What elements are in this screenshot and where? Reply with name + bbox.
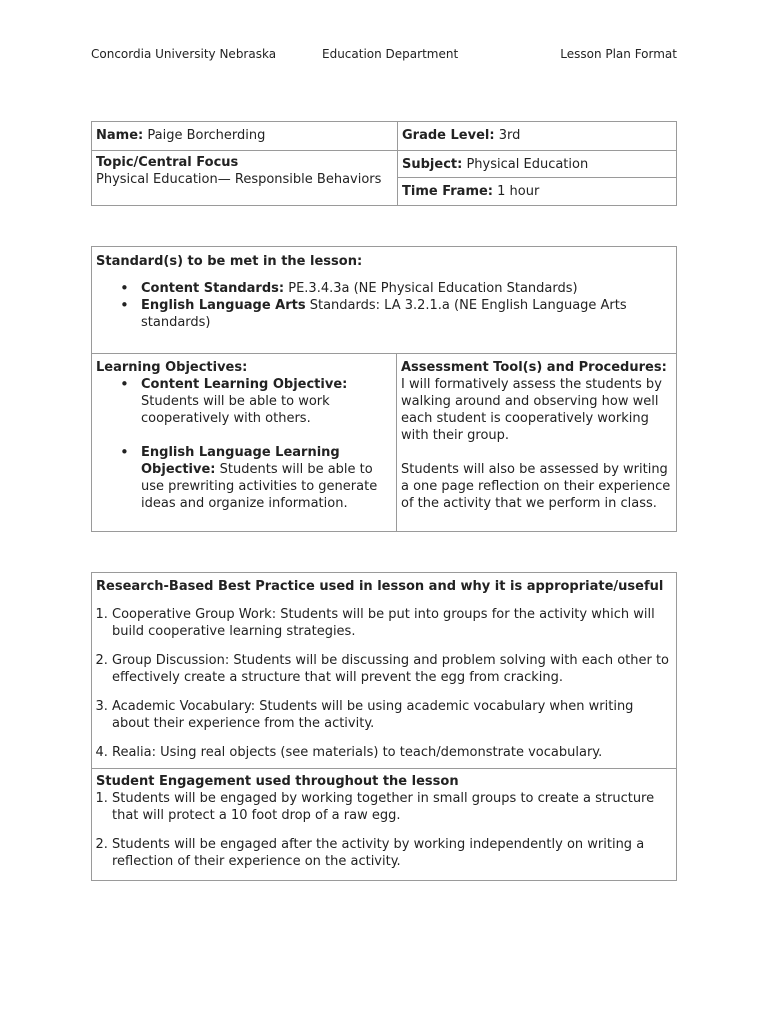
best-practice-item: 3. Academic Vocabulary: Students will be using academic vocabulary when writing about their experience from the activity.: [112, 698, 672, 732]
assessment-heading: Assessment Tool(s) and Procedures:: [401, 360, 667, 375]
assessment-paragraph-1: I will formatively assess the students by walking around and observing how well each student is cooperatively working with their group.: [401, 377, 662, 443]
grade-label: Grade Level:: [402, 128, 495, 143]
standard-label: English Language Arts: [141, 298, 306, 313]
objective-label: Content Learning Objective:: [141, 377, 348, 392]
objective-label: English Language Learning Objective:: [141, 445, 340, 477]
objective-text: Students will be able to work cooperatively with others.: [141, 394, 330, 426]
header-department: Education Department: [322, 47, 459, 61]
engagement-item: 2. Students will be engaged after the activity by working independently on writing a reflection of their experience on the activity.: [112, 836, 672, 870]
best-practice-heading: Research-Based Best Practice used in lesson and why it is appropriate/useful: [96, 579, 664, 594]
best-practice-item: 1. Cooperative Group Work: Students will be put into groups for the activity which will build cooperative learning strategies.: [112, 606, 672, 640]
objective-text: Students will be able to use prewriting activities to generate ideas and organize information.: [141, 462, 378, 511]
name-label: Name:: [96, 128, 144, 143]
info-table: [91, 121, 677, 206]
engagement-list: [96, 790, 672, 870]
standard-item: [141, 297, 672, 331]
best-practice-item: 4. Realia: Using real objects (see materials) to teach/demonstrate vocabulary.: [112, 744, 672, 761]
header-format: Lesson Plan Format: [560, 47, 677, 61]
time-label: Time Frame:: [402, 184, 494, 199]
standards-list: [96, 280, 672, 331]
topic-label: Topic/Central Focus: [96, 155, 239, 170]
name-value: Paige Borcherding: [147, 128, 266, 143]
objective-item: [141, 376, 392, 427]
header-university: Concordia University Nebraska: [91, 47, 277, 61]
topic-cell: [92, 151, 398, 206]
practice-table: [91, 572, 677, 881]
standards-heading: Standard(s) to be met in the lesson:: [96, 254, 363, 269]
objectives-heading: Learning Objectives:: [96, 360, 248, 375]
engagement-heading: Student Engagement used throughout the lesson: [96, 774, 459, 789]
standard-text: PE.3.4.3a (NE Physical Education Standards): [288, 281, 578, 296]
subject-cell: [398, 151, 677, 178]
assessment-cell: [397, 354, 677, 532]
time-value: 1 hour: [497, 184, 540, 199]
engagement-cell: [92, 769, 677, 881]
objectives-cell: [92, 354, 397, 532]
name-cell: [92, 122, 398, 151]
subject-label: Subject:: [402, 157, 463, 172]
grade-value: 3rd: [498, 128, 521, 143]
best-practice-list: [96, 606, 672, 761]
standard-label: Content Standards:: [141, 281, 285, 296]
grade-cell: [398, 122, 677, 151]
best-practice-cell: [92, 573, 677, 769]
time-cell: [398, 178, 677, 206]
assessment-paragraph-2: Students will also be assessed by writing a one page reflection on their experience of the activity that we perform in class.: [401, 462, 671, 511]
standards-table: [91, 246, 677, 532]
topic-value: Physical Education— Responsible Behaviors: [96, 172, 382, 187]
objective-item: [141, 444, 392, 512]
standard-item: [141, 280, 672, 297]
objectives-list: [96, 376, 392, 512]
standards-cell: [92, 247, 677, 354]
subject-value: Physical Education: [466, 157, 589, 172]
standard-text: Standards: LA 3.2.1.a (NE English Language Arts standards): [141, 298, 627, 330]
engagement-item: 1. Students will be engaged by working together in small groups to create a structure that will protect a 10 foot drop of a raw egg.: [112, 790, 672, 824]
best-practice-item: 2. Group Discussion: Students will be discussing and problem solving with each other to effectively create a structure that will prevent the egg from cracking.: [112, 652, 672, 686]
